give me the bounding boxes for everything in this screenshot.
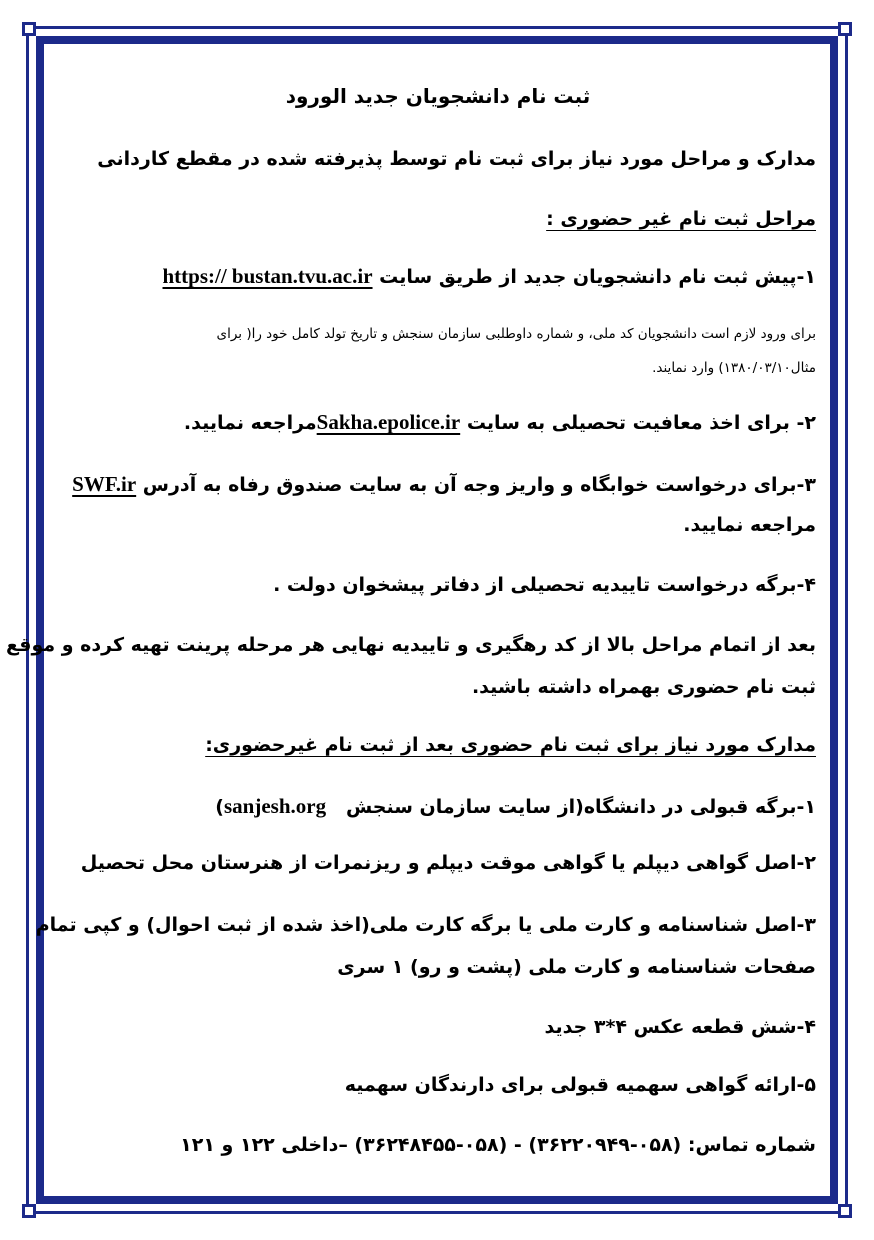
border-corner-ornament — [838, 22, 852, 36]
contact-info: شماره تماس: (۰۵۸-۳۶۲۲۰۹۴۹) - (۰۵۸-۳۶۲۴۸۴۵۵) –داخلی ۱۲۲ و ۱۲۱ — [180, 1134, 816, 1156]
item1-close: ) — [215, 796, 224, 818]
step3-text: ۳-برای درخواست خوابگاه و واریز وجه آن به سایت صندوق رفاه به آدرس — [142, 474, 816, 496]
inperson-item-1 — [60, 794, 816, 819]
online-step-1 — [60, 264, 816, 289]
sanjesh-link[interactable]: sanjesh.org — [223, 794, 327, 818]
step1-note-line1: برای ورود لازم است دانشجویان کد ملی، و شماره داوطلبی سازمان سنجش و تاریخ تولد کامل خود را( برای — [216, 326, 816, 342]
swf-link[interactable]: SWF.ir — [72, 472, 137, 496]
step3-line2: مراجعه نمایید. — [683, 514, 816, 536]
online-heading — [60, 208, 816, 230]
border-corner-ornament — [22, 1204, 36, 1218]
online-heading-text: مراحل ثبت نام غیر حضوری : — [546, 208, 816, 230]
inperson-item-3-line1: ۳-اصل شناسنامه و کارت ملی یا برگه کارت ملی(اخذ شده از ثبت احوال) و کپی تمام — [35, 914, 816, 936]
item1-text: ۱-برگه قبولی در دانشگاه(از سایت سازمان سنجش — [345, 796, 816, 818]
after-note-line2: ثبت نام حضوری بهمراه داشته باشید. — [471, 676, 816, 698]
epolice-link[interactable]: Sakha.epolice.ir — [316, 410, 461, 434]
after-note-line1: بعد از اتمام مراحل بالا از کد رهگیری و تاییدیه نهایی هر مرحله پرینت تهیه کرده و موقع — [6, 634, 816, 656]
intro-text: مدارک و مراحل مورد نیاز برای ثبت نام توسط پذیرفته شده در مقطع کاردانی — [97, 148, 816, 170]
step1-note-line2: مثال۱۳۸۰/۰۳/۱۰) وارد نمایند. — [652, 360, 816, 376]
bustan-link[interactable]: https:// bustan.tvu.ac.ir — [162, 264, 373, 288]
step2-text-before: ۲- برای اخذ معافیت تحصیلی به سایت — [466, 412, 816, 434]
step2-text-after: مراجعه نمایید. — [183, 412, 317, 434]
online-step-2 — [60, 410, 816, 435]
border-corner-ornament — [838, 1204, 852, 1218]
online-step-4: ۴-برگه درخواست تاییدیه تحصیلی از دفاتر پیشخوان دولت . — [273, 574, 816, 596]
inperson-item-3-line2: صفحات شناسنامه و کارت ملی (پشت و رو) ۱ سری — [337, 956, 816, 978]
inperson-item-2: ۲-اصل گواهی دیپلم یا گواهی موقت دیپلم و ریزنمرات از هنرستان محل تحصیل — [80, 852, 816, 874]
inperson-heading-text: مدارک مورد نیاز برای ثبت نام حضوری بعد از ثبت نام غیرحضوری: — [205, 734, 816, 756]
border-corner-ornament — [22, 22, 36, 36]
inperson-item-5: ۵-ارائه گواهی سهمیه قبولی برای دارندگان سهمیه — [344, 1074, 816, 1096]
inperson-item-4: ۴-شش قطعه عکس ۴*۳ جدید — [544, 1016, 816, 1038]
step1-text: ۱-پیش ثبت نام دانشجویان جدید از طریق سایت — [379, 266, 816, 288]
document-title: ثبت نام دانشجویان جدید الورود — [285, 84, 591, 108]
online-step-3 — [60, 472, 816, 497]
inperson-heading — [60, 734, 816, 756]
